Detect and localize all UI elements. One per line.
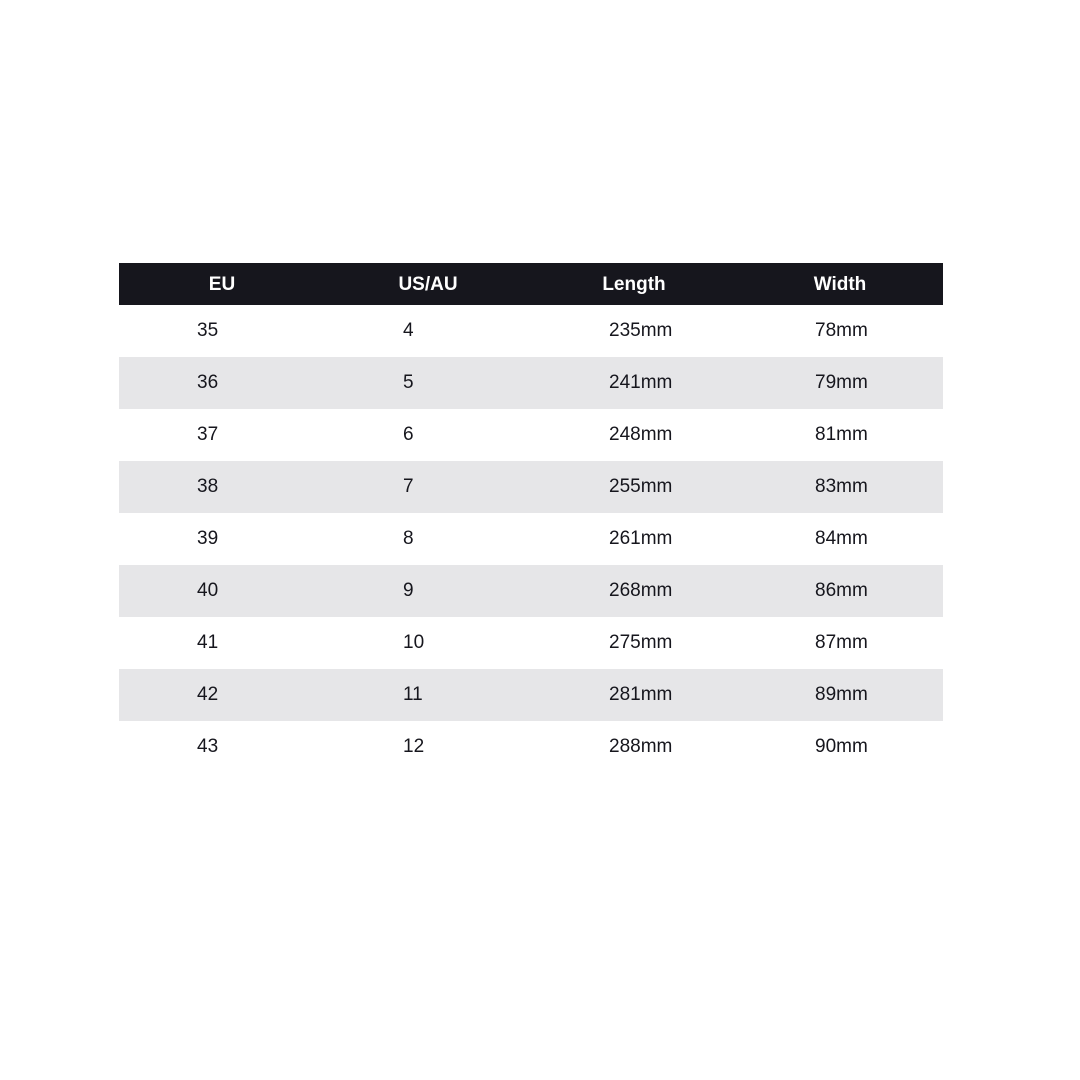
table-row: [119, 617, 943, 669]
table-header: [119, 263, 943, 305]
cell-length: 261mm: [609, 528, 673, 549]
cell-width: 86mm: [815, 580, 868, 601]
table-row: [119, 513, 943, 565]
cell-us-au: 11: [403, 684, 423, 705]
cell-us-au: 5: [403, 372, 414, 393]
table-row: [119, 669, 943, 721]
cell-length: 235mm: [609, 320, 673, 341]
cell-us-au: 4: [403, 320, 414, 341]
header-eu: EU: [208, 274, 236, 295]
cell-length: 275mm: [609, 632, 673, 653]
cell-eu: 37: [197, 424, 219, 445]
cell-width: 81mm: [815, 424, 868, 445]
cell-width: 84mm: [815, 528, 868, 549]
cell-length: 248mm: [609, 424, 673, 445]
cell-eu: 40: [197, 580, 219, 601]
cell-us-au: 8: [403, 528, 414, 549]
cell-eu: 43: [197, 736, 219, 757]
cell-width: 78mm: [815, 320, 868, 341]
cell-length: 268mm: [609, 580, 673, 601]
cell-length: 281mm: [609, 684, 673, 705]
table-row: [119, 565, 943, 617]
table-row: [119, 357, 943, 409]
table-row: [119, 409, 943, 461]
table-row: [119, 461, 943, 513]
header-length: Length: [602, 274, 666, 295]
cell-length: 288mm: [609, 736, 673, 757]
cell-eu: 38: [197, 476, 219, 497]
cell-us-au: 12: [403, 736, 425, 757]
cell-width: 79mm: [815, 372, 868, 393]
cell-us-au: 6: [403, 424, 414, 445]
cell-length: 241mm: [609, 372, 673, 393]
cell-width: 89mm: [815, 684, 868, 705]
cell-us-au: 9: [403, 580, 414, 601]
cell-eu: 41: [197, 632, 219, 653]
cell-width: 83mm: [815, 476, 868, 497]
header-width: Width: [813, 274, 867, 295]
table-row: [119, 721, 943, 773]
cell-width: 87mm: [815, 632, 868, 653]
cell-eu: 36: [197, 372, 219, 393]
cell-us-au: 7: [403, 476, 414, 497]
cell-us-au: 10: [403, 632, 425, 653]
cell-length: 255mm: [609, 476, 673, 497]
header-us-au: US/AU: [398, 274, 458, 295]
size-chart-table: [119, 263, 943, 773]
cell-eu: 35: [197, 320, 219, 341]
table-row: [119, 305, 943, 357]
cell-width: 90mm: [815, 736, 868, 757]
cell-eu: 39: [197, 528, 219, 549]
cell-eu: 42: [197, 684, 219, 705]
